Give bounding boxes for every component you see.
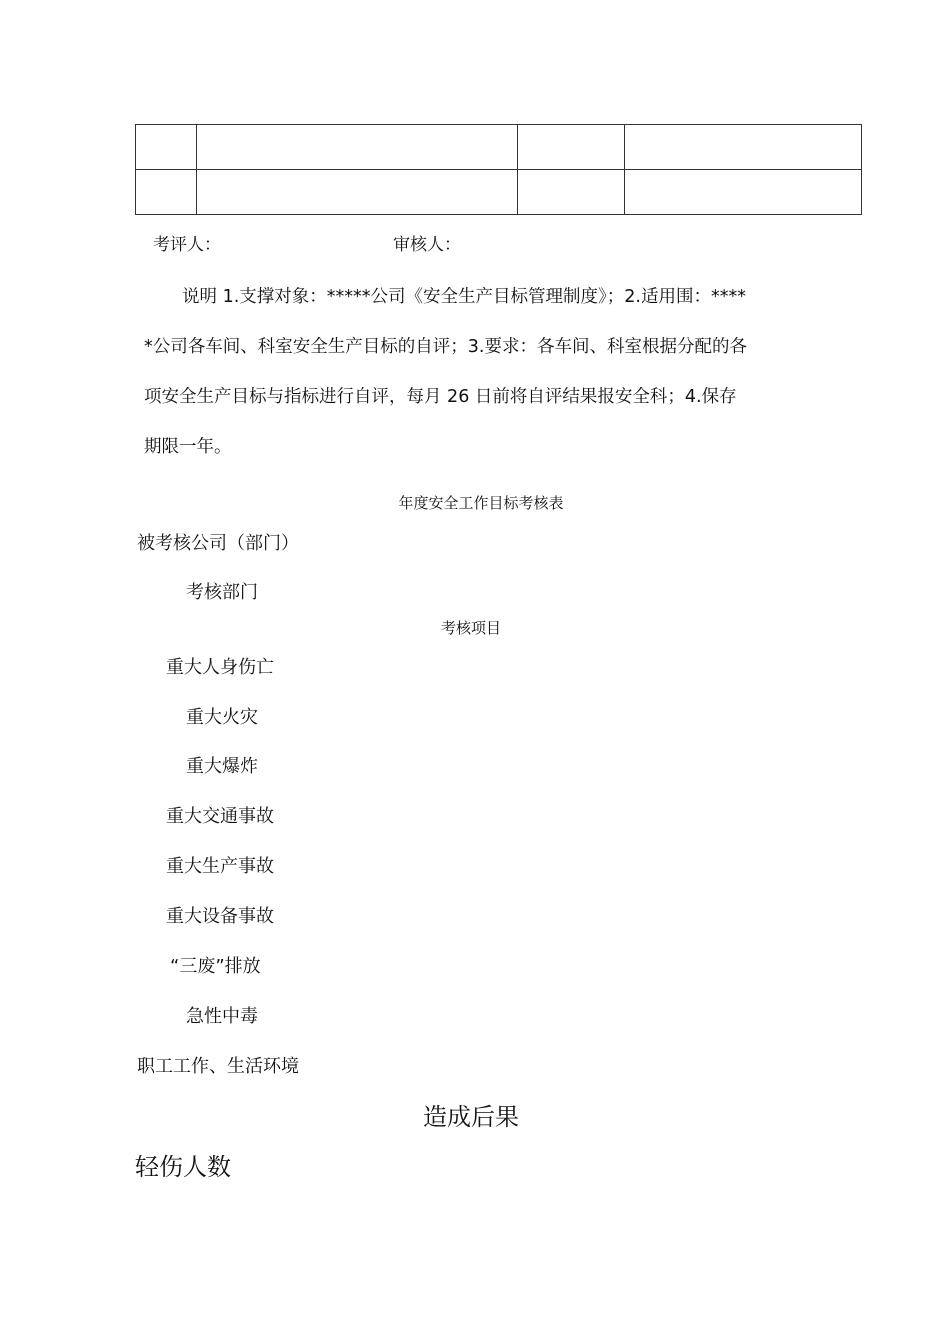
table-cell xyxy=(518,170,625,215)
table-row xyxy=(136,170,862,215)
item-acute-poisoning: 急性中毒 xyxy=(186,1006,258,1027)
item-major-explosion: 重大爆炸 xyxy=(186,756,258,777)
table-cell xyxy=(136,125,197,170)
table-cell xyxy=(625,170,862,215)
note-line-4: 期限一年。 xyxy=(144,437,232,457)
item-major-fire: 重大火灾 xyxy=(186,707,258,728)
assessed-company-label: 被考核公司（部门） xyxy=(137,533,299,554)
table-cell xyxy=(136,170,197,215)
assessment-items-header: 考核项目 xyxy=(440,619,501,637)
item-major-traffic-accident: 重大交通事故 xyxy=(166,806,274,827)
minor-injuries-label: 轻伤人数 xyxy=(135,1153,231,1181)
item-major-production-accident: 重大生产事故 xyxy=(166,856,274,877)
consequence-header: 造成后果 xyxy=(423,1103,519,1131)
table-cell xyxy=(197,170,518,215)
note-line-3: 项安全生产目标与指标进行自评，每月 26 日前将自评结果报安全科；4.保存 xyxy=(144,387,737,407)
table-cell xyxy=(625,125,862,170)
item-work-living-environment: 职工工作、生活环境 xyxy=(137,1056,299,1077)
table-row xyxy=(136,125,862,170)
auditor-label: 审核人： xyxy=(393,235,461,255)
item-three-wastes-discharge: “三废”排放 xyxy=(170,956,261,977)
note-paragraph xyxy=(144,272,824,472)
table-cell xyxy=(197,125,518,170)
item-major-casualty: 重大人身伤亡 xyxy=(166,657,274,678)
table-title: 年度安全工作目标考核表 xyxy=(398,494,564,512)
reviewer-label: 考评人： xyxy=(153,235,221,255)
table-cell xyxy=(518,125,625,170)
top-blank-table xyxy=(135,124,862,215)
note-line-2: *公司各车间、科室安全生产目标的自评；3.要求：各车间、科室根据分配的各 xyxy=(144,337,747,357)
item-major-equipment-accident: 重大设备事故 xyxy=(166,906,274,927)
assessing-dept-label: 考核部门 xyxy=(186,582,258,603)
note-line-1: 说明 1.支撑对象：*****公司《安全生产目标管理制度》；2.适用围：**** xyxy=(182,287,746,307)
